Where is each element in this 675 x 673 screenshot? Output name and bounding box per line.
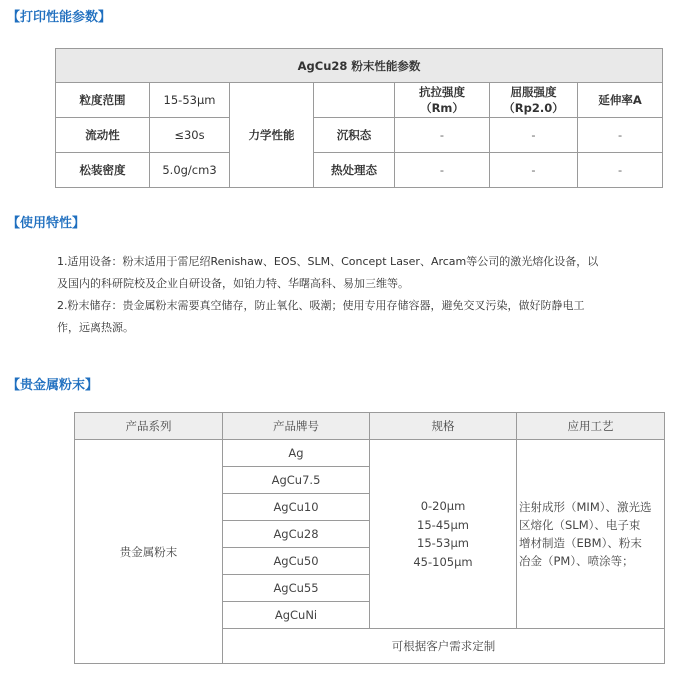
grade-cell: AgCu50 <box>223 548 370 575</box>
spec-item: 0-20μm <box>420 499 466 513</box>
usage-p2-line2: 作，远离热源。 <box>57 321 134 334</box>
process-line: 冶金（PM）、喷涂等； <box>519 554 634 568</box>
usage-paragraph-2 <box>57 295 667 339</box>
spec-item: 15-53μm <box>417 536 469 550</box>
powder-table <box>74 412 665 664</box>
header-product-series: 产品系列 <box>75 413 223 440</box>
process-line: 增材制造（EBM）、粉末 <box>519 536 642 550</box>
particle-range-value: 15-53μm <box>150 83 230 118</box>
flowability-value: ≤30s <box>150 118 230 153</box>
as-deposited-yield: - <box>490 118 578 153</box>
bulk-density-value: 5.0g/cm3 <box>150 153 230 188</box>
flowability-label: 流动性 <box>56 118 150 153</box>
usage-p1-line1: 1.适用设备：粉末适用于雷尼绍Renishaw、EOS、SLM、Concept Laser、Arcam等公司的激光熔化设备，以 <box>57 255 599 268</box>
as-deposited-elongation: - <box>578 118 663 153</box>
application-process-cell <box>517 440 665 629</box>
product-series-cell: 贵金属粉末 <box>75 440 223 664</box>
heat-treated-yield: - <box>490 153 578 188</box>
bulk-density-label: 松装密度 <box>56 153 150 188</box>
particle-range-label: 粒度范围 <box>56 83 150 118</box>
as-deposited-label: 沉积态 <box>314 118 395 153</box>
usage-p1-line2: 及国内的科研院校及企业自研设备，如铂力特、华曙高科、易加三维等。 <box>57 277 409 290</box>
elongation-header: 延伸率A <box>578 83 663 118</box>
spec-item: 15-45μm <box>417 517 469 532</box>
process-line: 区熔化（SLM）、电子束 <box>519 518 641 532</box>
grade-cell: AgCu55 <box>223 575 370 602</box>
usage-paragraph-1 <box>57 251 667 295</box>
header-product-grade: 产品牌号 <box>223 413 370 440</box>
tensile-strength-header-line2: （Rm） <box>420 101 464 115</box>
tensile-strength-header-line1: 抗拉强度 <box>419 85 465 99</box>
heat-treated-label: 热处理态 <box>314 153 395 188</box>
usage-section-title: 【使用特性】 <box>7 216 86 231</box>
heat-treated-tensile: - <box>395 153 490 188</box>
performance-table-title: AgCu28 粉末性能参数 <box>56 49 663 83</box>
spec-item: 45-105μm <box>413 554 473 569</box>
powder-section-title: 【贵金属粉末】 <box>7 378 99 393</box>
performance-table <box>55 48 663 188</box>
header-application-process: 应用工艺 <box>517 413 665 440</box>
grade-cell: AgCuNi <box>223 602 370 629</box>
process-line: 注射成形（MIM）、激光选 <box>519 500 652 514</box>
usage-p2-line1: 2.粉末储存：贵金属粉末需要真空储存，防止氧化、吸潮；使用专用存储容器，避免交叉污染，做好防静电工 <box>57 299 585 312</box>
as-deposited-tensile: - <box>395 118 490 153</box>
yield-strength-header-line2: （Rp2.0） <box>503 101 564 115</box>
specification-cell <box>370 440 517 629</box>
grade-cell: AgCu10 <box>223 494 370 521</box>
grade-cell: AgCu28 <box>223 521 370 548</box>
custom-note-cell: 可根据客户需求定制 <box>223 629 665 664</box>
tensile-strength-header <box>395 83 490 118</box>
mechanical-properties-label: 力学性能 <box>230 83 314 188</box>
state-header-cell <box>314 83 395 118</box>
performance-section-title: 【打印性能参数】 <box>7 10 112 25</box>
grade-cell: Ag <box>223 440 370 467</box>
grade-cell: AgCu7.5 <box>223 467 370 494</box>
yield-strength-header-line1: 屈服强度 <box>510 85 557 99</box>
yield-strength-header <box>490 83 578 118</box>
heat-treated-elongation: - <box>578 153 663 188</box>
header-specification: 规格 <box>370 413 517 440</box>
